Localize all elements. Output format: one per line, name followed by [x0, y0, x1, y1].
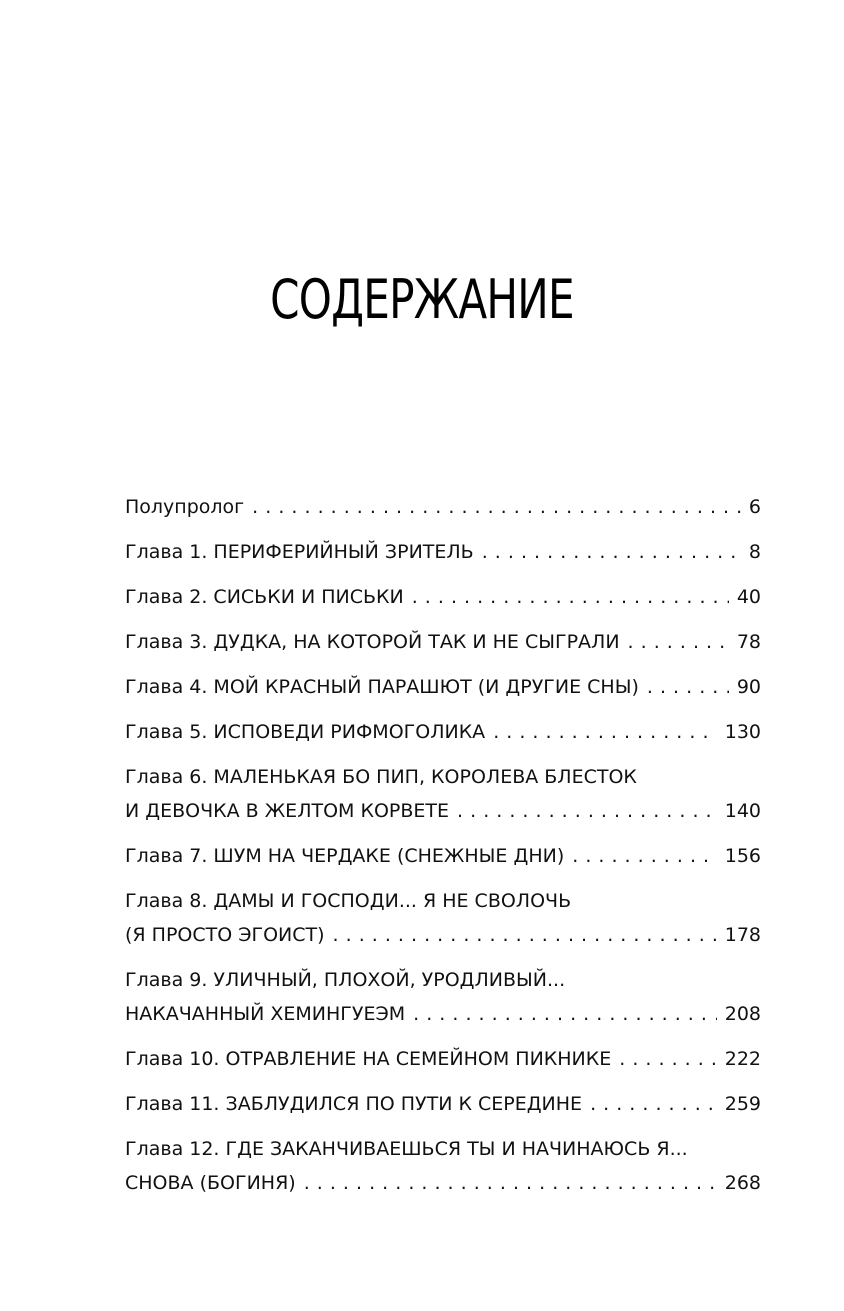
toc-entry-title: Глава 2. СИСЬКИ И ПИСЬКИ [125, 586, 404, 608]
toc-entry-title: Глава 1. ПЕРИФЕРИЙНЫЙ ЗРИТЕЛЬ [125, 541, 474, 563]
dot-leader [304, 1166, 717, 1200]
toc-page-number: 6 [748, 496, 761, 518]
toc-entry [125, 625, 761, 659]
toc-entry-line [125, 760, 761, 794]
toc-page-number: 156 [724, 845, 761, 867]
dot-leader [619, 1042, 716, 1076]
toc-page-number: 40 [736, 586, 761, 608]
toc-entry-line [125, 670, 761, 704]
dot-leader [647, 670, 729, 704]
toc-entry-title: Полупролог [125, 496, 245, 518]
toc-page-number: 268 [724, 1172, 761, 1194]
toc-entry [125, 839, 761, 873]
toc-entry-title: Глава 11. ЗАБЛУДИЛСЯ ПО ПУТИ К СЕРЕДИНЕ [125, 1093, 583, 1115]
toc-page-number: 140 [724, 800, 761, 822]
toc-page-number: 208 [724, 1003, 761, 1025]
toc-page-number: 90 [736, 676, 761, 698]
toc-entry [125, 580, 761, 614]
dot-leader [482, 535, 741, 569]
toc-entry-line [125, 997, 761, 1031]
toc-entry-line [125, 918, 761, 952]
toc-page-number: 178 [724, 924, 761, 946]
toc-entry [125, 670, 761, 704]
toc-entry-title: Глава 4. МОЙ КРАСНЫЙ ПАРАШЮТ (И ДРУГИЕ СНЫ) [125, 676, 639, 698]
toc-entry [125, 535, 761, 569]
toc-entry-line [125, 490, 761, 524]
toc-entry [125, 963, 761, 1031]
dot-leader [572, 839, 717, 873]
toc-entry-title: НАКАЧАННЫЙ ХЕМИНГУЕЭМ [125, 1003, 406, 1025]
toc-entry-title: (Я ПРОСТО ЭГОИСТ) [125, 924, 325, 946]
toc-entry-title: Глава 8. ДАМЫ И ГОСПОДИ... Я НЕ СВОЛОЧЬ [125, 890, 572, 912]
toc-entry-line [125, 794, 761, 828]
toc-entry-line [125, 1132, 761, 1166]
dot-leader [252, 490, 741, 524]
toc-entry-title: СНОВА (БОГИНЯ) [125, 1172, 296, 1194]
dot-leader [590, 1087, 717, 1121]
table-of-contents [125, 490, 761, 1211]
dot-leader [457, 794, 717, 828]
toc-entry-line [125, 535, 761, 569]
toc-page-number: 8 [748, 541, 761, 563]
toc-entry [125, 760, 761, 828]
toc-page-number: 222 [724, 1048, 761, 1070]
toc-entry-line [125, 1087, 761, 1121]
toc-entry-title: Глава 12. ГДЕ ЗАКАНЧИВАЕШЬСЯ ТЫ И НАЧИНАЮСЬ Я... [125, 1138, 688, 1160]
toc-entry [125, 1087, 761, 1121]
dot-leader [413, 997, 717, 1031]
toc-page-number: 130 [724, 721, 761, 743]
toc-entry [125, 715, 761, 749]
toc-entry-line [125, 715, 761, 749]
toc-entry-line [125, 884, 761, 918]
dot-leader [333, 918, 717, 952]
toc-entry-title: Глава 6. МАЛЕНЬКАЯ БО ПИП, КОРОЛЕВА БЛЕСТОК [125, 766, 637, 788]
toc-entry-title: Глава 7. ШУМ НА ЧЕРДАКЕ (СНЕЖНЫЕ ДНИ) [125, 845, 565, 867]
toc-entry [125, 884, 761, 952]
dot-leader [412, 580, 729, 614]
dot-leader [493, 715, 717, 749]
dot-leader [628, 625, 729, 659]
toc-entry-line [125, 839, 761, 873]
toc-entry-line [125, 625, 761, 659]
page-title: СОДЕРЖАНИЕ [270, 268, 574, 331]
toc-entry [125, 1042, 761, 1076]
toc-entry-title: Глава 3. ДУДКА, НА КОТОРОЙ ТАК И НЕ СЫГРАЛИ [125, 631, 620, 653]
toc-entry-title: И ДЕВОЧКА В ЖЕЛТОМ КОРВЕТЕ [125, 800, 450, 822]
toc-entry-line [125, 963, 761, 997]
toc-entry-line [125, 1166, 761, 1200]
toc-entry-line [125, 1042, 761, 1076]
toc-entry [125, 1132, 761, 1200]
toc-entry [125, 490, 761, 524]
toc-page-number: 259 [724, 1093, 761, 1115]
toc-entry-line [125, 580, 761, 614]
toc-entry-title: Глава 10. ОТРАВЛЕНИЕ НА СЕМЕЙНОМ ПИКНИКЕ [125, 1048, 612, 1070]
toc-page-number: 78 [736, 631, 761, 653]
toc-entry-title: Глава 5. ИСПОВЕДИ РИФМОГОЛИКА [125, 721, 486, 743]
toc-entry-title: Глава 9. УЛИЧНЫЙ, ПЛОХОЙ, УРОДЛИВЫЙ... [125, 969, 566, 991]
